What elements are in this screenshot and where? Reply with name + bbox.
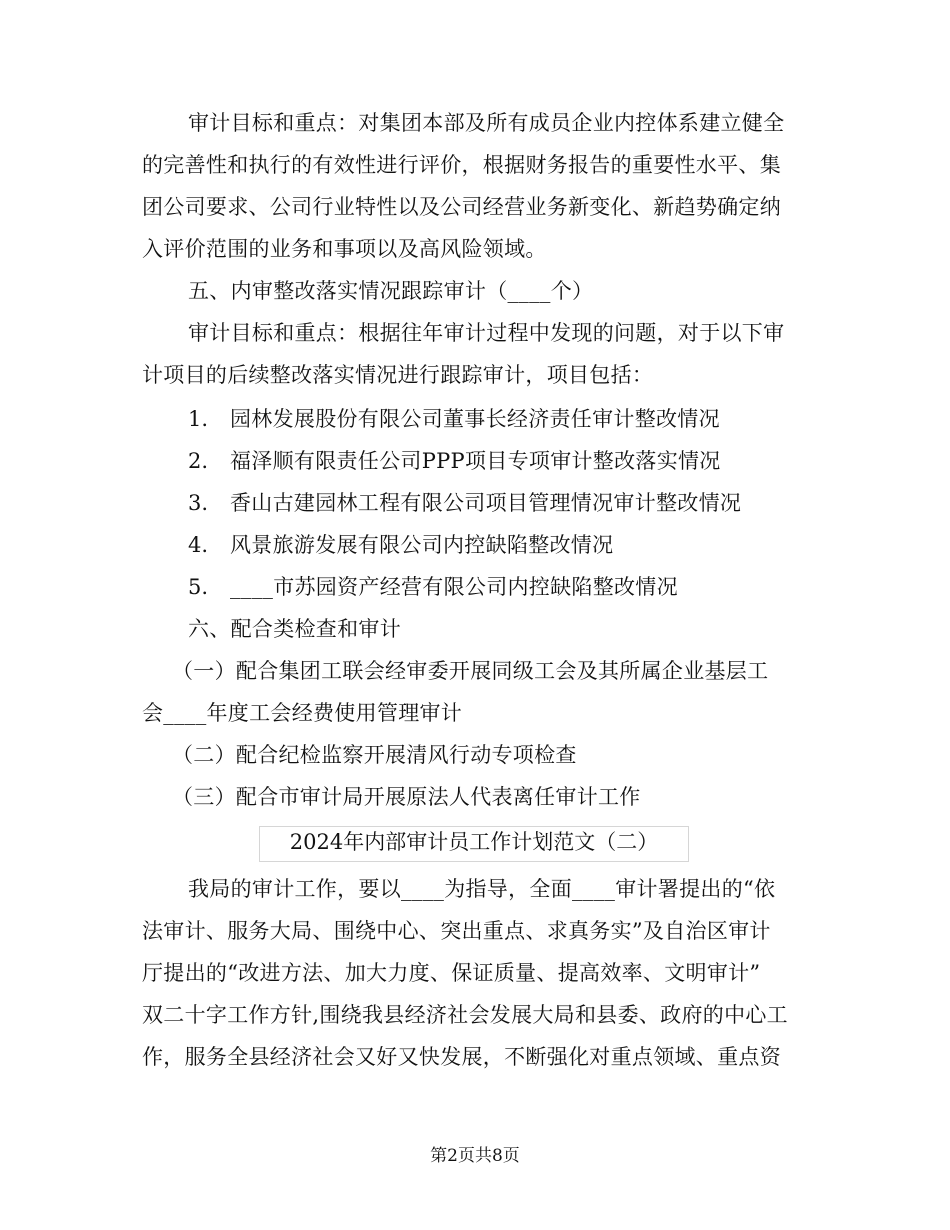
paragraph-line: 法审计、服务大局、围绕中心、突出重点、求真务实”及自治区审计 (142, 919, 771, 943)
paragraph-line: 审计目标和重点：根据往年审计过程中发现的问题，对于以下审 (188, 321, 785, 345)
section-title: 2024年内部审计员工作计划范文（二） (289, 830, 659, 854)
list-item: ____市苏园资产经营有限公司内控缺陷整改情况 (230, 575, 678, 599)
paragraph-line: 的完善性和执行的有效性进行评价，根据财务报告的重要性水平、集 (142, 153, 781, 177)
paragraph-line: 厅提出的“改进方法、加大力度、保证质量、提高效率、文明审计” (142, 961, 761, 985)
sub-item: （三）配合市审计局开展原法人代表离任审计工作 (172, 785, 641, 809)
sub-item: （一）配合集团工联会经审委开展同级工会及其所属企业基层工 (172, 659, 769, 683)
paragraph-line: 团公司要求、公司行业特性以及公司经营业务新变化、新趋势确定纳 (142, 195, 781, 219)
list-item-number: 1. (188, 407, 209, 431)
list-item-number: 5. (188, 575, 209, 599)
paragraph-line: 我局的审计工作，要以____为指导，全面____审计署提出的“依 (188, 877, 776, 901)
page-number: 第2页共8页 (430, 1146, 520, 1166)
paragraph-line: 计项目的后续整改落实情况进行跟踪审计，项目包括： (142, 363, 654, 387)
paragraph-line: 入评价范围的业务和事项以及高风险领域。 (142, 237, 547, 261)
sub-item: （二）配合纪检监察开展清风行动专项检查 (172, 743, 577, 767)
paragraph-line: 审计目标和重点：对集团本部及所有成员企业内控体系建立健全 (188, 111, 785, 135)
list-item-number: 4. (188, 533, 209, 557)
list-item-number: 2. (188, 449, 209, 473)
section-heading: 六、配合类检查和审计 (188, 617, 401, 641)
paragraph-line: 双二十字工作方针,围绕我县经济社会发展大局和县委、政府的中心工 (142, 1003, 788, 1027)
list-item-number: 3. (188, 491, 209, 515)
list-item: 福泽顺有限责任公司PPP项目专项审计整改落实情况 (230, 449, 721, 473)
list-item: 香山古建园林工程有限公司项目管理情况审计整改情况 (230, 491, 742, 515)
paragraph-line: 作，服务全县经济社会又好又快发展，不断强化对重点领域、重点资 (142, 1045, 781, 1069)
list-item: 园林发展股份有限公司董事长经济责任审计整改情况 (230, 407, 720, 431)
section-heading: 五、内审整改落实情况跟踪审计（____个） (188, 279, 594, 303)
sub-item-continuation: 会____年度工会经费使用管理审计 (142, 701, 463, 725)
list-item: 风景旅游发展有限公司内控缺陷整改情况 (230, 533, 614, 557)
